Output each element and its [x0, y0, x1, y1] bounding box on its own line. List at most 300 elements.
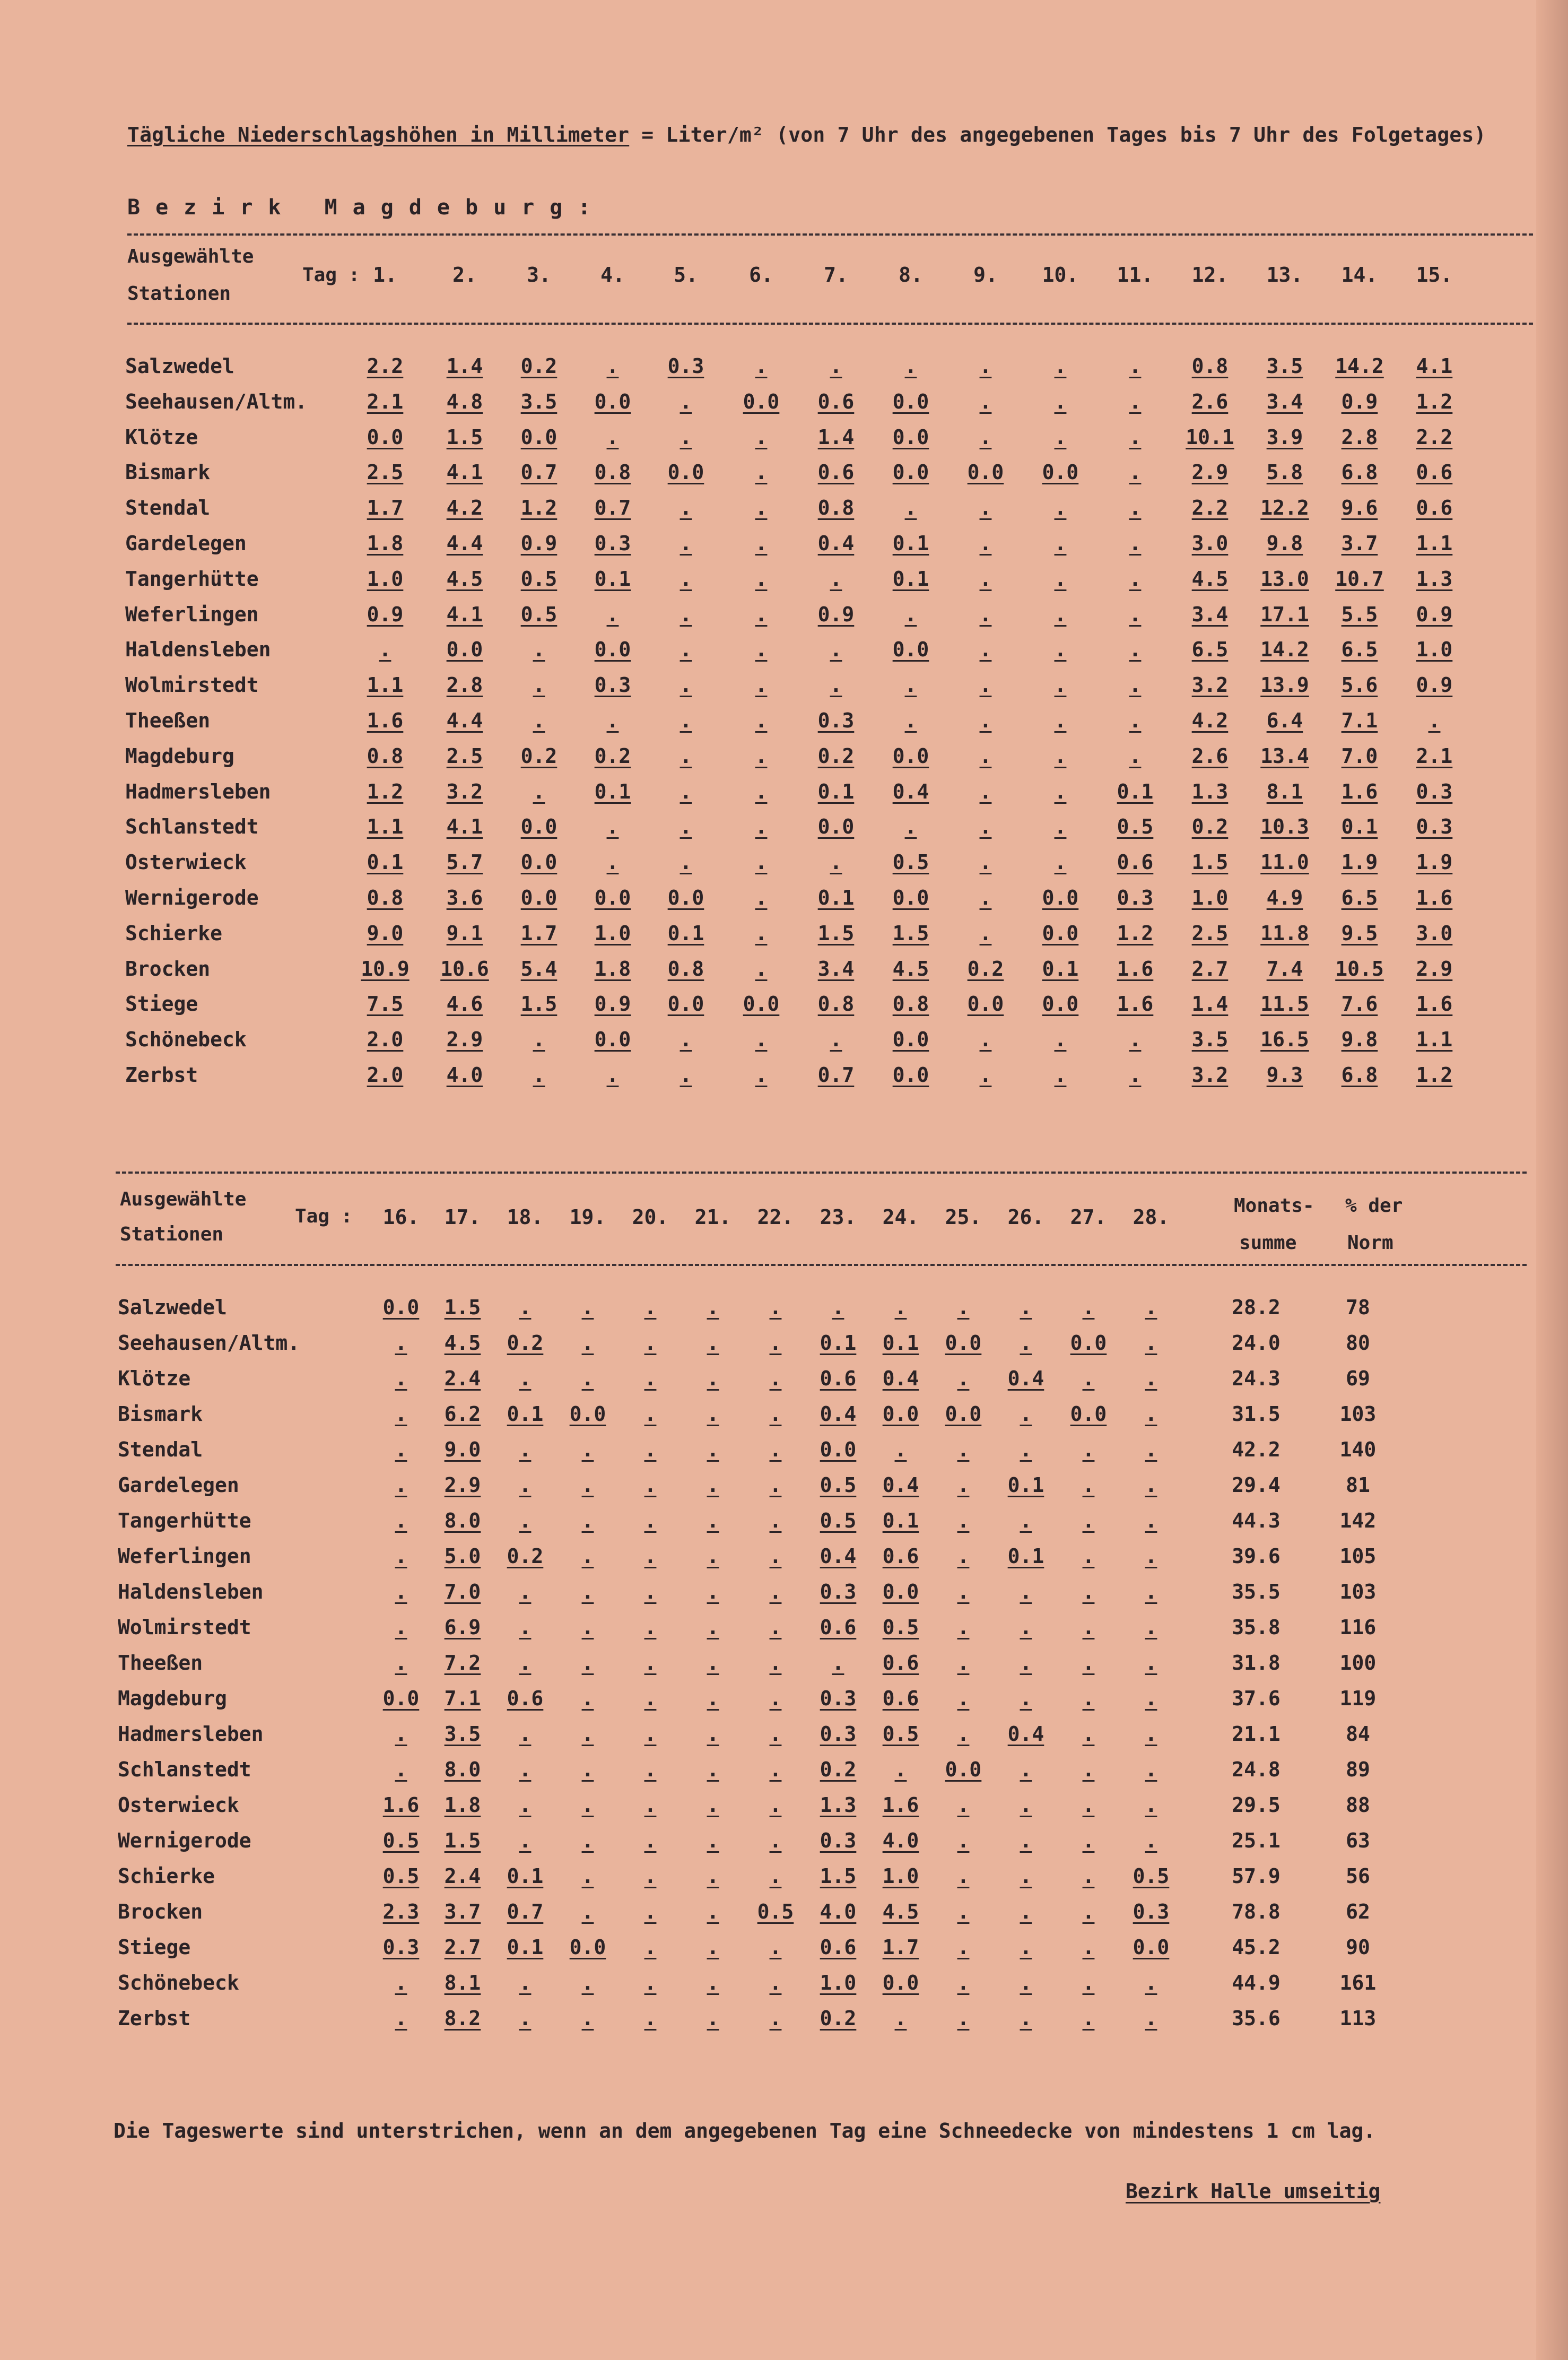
precip-cell: . [894, 2007, 907, 2030]
precip-cell: . [644, 1829, 657, 1852]
precip-cell: . [957, 1580, 970, 1603]
precip-cell: . [581, 1900, 594, 1923]
precip-cell: 0.7 [507, 1900, 544, 1923]
precip-cell: 2.8 [1341, 425, 1378, 449]
precip-cell: . [1020, 1509, 1032, 1532]
precip-cell: 3.4 [1266, 389, 1303, 413]
precip-cell: 1.0 [594, 921, 631, 945]
precip-cell: 1.3 [1416, 567, 1453, 591]
precip-cell: 0.4 [1007, 1367, 1044, 1390]
precip-cell: 3.9 [1266, 425, 1303, 449]
day-header: 11. [1117, 263, 1154, 287]
precip-cell: 0.0 [520, 815, 557, 839]
station-name: Gardelegen [118, 1473, 239, 1497]
month-sum-value: 35.5 [1232, 1580, 1280, 1603]
precip-cell: 4.0 [882, 1829, 919, 1852]
precip-cell: . [979, 744, 992, 768]
precip-cell: . [581, 1616, 594, 1639]
precip-cell: 0.0 [892, 886, 929, 909]
precip-cell: 9.3 [1266, 1063, 1303, 1087]
precip-cell: . [1054, 1028, 1067, 1052]
precip-cell: 0.1 [594, 779, 631, 803]
precip-cell: . [581, 1793, 594, 1817]
precip-cell: 0.4 [1007, 1722, 1044, 1746]
precip-cell: . [581, 1509, 594, 1532]
precip-cell: . [581, 1438, 594, 1461]
station-name: Weferlingen [118, 1545, 251, 1568]
precip-cell: 1.5 [1191, 851, 1229, 874]
precip-cell: . [1082, 1758, 1095, 1781]
precip-cell: . [769, 1936, 782, 1959]
precip-cell: . [581, 1971, 594, 1994]
precip-cell: 1.2 [1416, 389, 1453, 413]
station-name: Klötze [118, 1367, 191, 1390]
precip-cell: . [1129, 425, 1142, 449]
precip-cell: . [395, 1438, 407, 1461]
station-name: Schierke [125, 921, 223, 945]
precip-cell: . [581, 1758, 594, 1781]
precip-cell: 1.4 [817, 425, 855, 449]
precip-cell: 0.5 [757, 1900, 794, 1923]
precip-cell: . [957, 1722, 970, 1746]
month-sum-value: 44.9 [1232, 1971, 1280, 1994]
precip-cell: . [1129, 461, 1142, 484]
precip-cell: 9.1 [446, 921, 483, 945]
precip-cell: 1.8 [444, 1793, 481, 1817]
precip-cell: . [769, 1331, 782, 1355]
precip-cell: 11.5 [1260, 992, 1309, 1016]
precip-cell: 8.1 [444, 1971, 481, 1994]
station-name: Wernigerode [118, 1829, 251, 1852]
precip-cell: 6.9 [444, 1616, 481, 1639]
precip-cell: 5.7 [446, 851, 483, 874]
precip-cell: . [979, 1028, 992, 1052]
precip-cell: . [395, 1580, 407, 1603]
precip-cell: 7.1 [444, 1687, 481, 1710]
precip-cell: 1.6 [367, 709, 404, 732]
precip-cell: 0.0 [892, 1028, 929, 1052]
precip-cell: . [395, 1331, 407, 1355]
precip-cell: . [519, 1509, 532, 1532]
precip-cell: 1.1 [1416, 1028, 1453, 1052]
day-header: 19. [569, 1205, 606, 1229]
month-sum-value: 35.8 [1232, 1616, 1280, 1639]
precip-cell: 3.4 [1191, 602, 1229, 626]
precip-cell: 9.6 [1341, 496, 1378, 520]
precip-cell: . [1020, 1687, 1032, 1710]
precip-cell: . [680, 496, 692, 520]
precip-cell: . [644, 1438, 657, 1461]
pct-norm-value: 161 [1339, 1971, 1377, 1994]
precip-cell: . [1054, 851, 1067, 874]
precip-cell: . [957, 1829, 970, 1852]
precip-cell: 0.4 [882, 1473, 919, 1497]
month-sum-value: 21.1 [1232, 1722, 1280, 1746]
precip-cell: . [957, 1438, 970, 1461]
precip-cell: . [519, 1971, 532, 1994]
precip-cell: 0.0 [1042, 886, 1079, 909]
day-header: 22. [757, 1205, 794, 1229]
precip-cell: . [1129, 638, 1142, 662]
precip-cell: . [644, 1509, 657, 1532]
precip-cell: 1.6 [1416, 992, 1453, 1016]
precip-cell: . [1145, 1438, 1157, 1461]
precip-cell: 0.0 [892, 1063, 929, 1087]
precip-cell: . [644, 1687, 657, 1710]
precip-cell: 6.2 [444, 1402, 481, 1426]
precip-cell: . [707, 1509, 719, 1532]
station-name: Hadmersleben [118, 1722, 264, 1746]
station-name: Tangerhütte [125, 567, 259, 591]
precip-cell: . [769, 1367, 782, 1390]
precip-cell: . [680, 389, 692, 413]
precip-cell: 0.0 [569, 1402, 606, 1426]
precip-cell: 2.9 [1416, 957, 1453, 981]
precip-cell: . [957, 1936, 970, 1959]
precip-cell: 0.9 [1416, 602, 1453, 626]
precip-cell: . [680, 815, 692, 839]
precip-cell: 0.5 [1133, 1864, 1170, 1888]
precip-cell: 4.2 [446, 496, 483, 520]
precip-cell: . [1129, 602, 1142, 626]
pct-norm-value: 80 [1346, 1331, 1370, 1355]
precip-cell: . [1082, 1829, 1095, 1852]
precip-cell: . [1020, 1971, 1032, 1994]
precip-cell: . [979, 496, 992, 520]
precip-cell: 0.0 [446, 638, 483, 662]
precip-cell: . [1020, 1402, 1032, 1426]
precip-cell: . [904, 602, 917, 626]
precip-cell: 9.8 [1341, 1028, 1378, 1052]
precip-cell: 0.0 [743, 389, 780, 413]
precip-cell: 0.1 [367, 851, 404, 874]
precip-cell: 10.1 [1186, 425, 1234, 449]
precip-cell: . [755, 532, 768, 555]
precip-cell: . [680, 638, 692, 662]
precip-cell: 2.8 [446, 673, 483, 697]
precip-cell: 2.9 [446, 1028, 483, 1052]
precip-cell: 1.9 [1341, 851, 1378, 874]
station-name: Schönebeck [125, 1028, 247, 1052]
precip-cell: 7.5 [367, 992, 404, 1016]
month-sum-header-line1: Monats- [1234, 1195, 1314, 1217]
precip-cell: 1.2 [1117, 921, 1154, 945]
precip-cell: . [1145, 1793, 1157, 1817]
precip-cell: 1.8 [367, 532, 404, 555]
precip-cell: . [680, 709, 692, 732]
precip-cell: . [395, 1402, 407, 1426]
precip-cell: . [957, 2007, 970, 2030]
page-title [127, 123, 1486, 146]
station-name: Bismark [125, 461, 211, 484]
precip-cell: 8.2 [444, 2007, 481, 2030]
month-sum-value: 44.3 [1232, 1509, 1280, 1532]
precip-cell: 0.0 [820, 1438, 857, 1461]
precip-cell: 0.0 [945, 1758, 982, 1781]
precip-cell: 1.4 [446, 354, 483, 378]
precip-cell: 0.0 [382, 1296, 420, 1319]
precip-cell: 0.0 [1133, 1936, 1170, 1959]
station-name: Schönebeck [118, 1971, 239, 1994]
precip-cell: 0.0 [882, 1971, 919, 1994]
day-header: 25. [945, 1205, 982, 1229]
precip-cell: 0.0 [892, 425, 929, 449]
precip-cell: . [904, 496, 917, 520]
precip-cell: . [1020, 1936, 1032, 1959]
pct-norm-value: 62 [1346, 1900, 1370, 1923]
precip-cell: 6.4 [1266, 709, 1303, 732]
precip-cell: 0.0 [945, 1402, 982, 1426]
precip-cell: . [957, 1651, 970, 1674]
precip-cell: 14.2 [1260, 638, 1309, 662]
month-sum-value: 31.5 [1232, 1402, 1280, 1426]
precip-cell: 0.0 [892, 638, 929, 662]
precip-cell: . [957, 1687, 970, 1710]
precip-cell: 5.8 [1266, 461, 1303, 484]
precip-cell: 0.3 [382, 1936, 420, 1959]
precip-cell: . [904, 354, 917, 378]
precip-cell: . [769, 1545, 782, 1568]
precip-cell: . [606, 1063, 619, 1087]
precip-cell: 4.1 [446, 461, 483, 484]
precip-cell: 0.0 [382, 1687, 420, 1710]
precip-cell: 0.9 [1416, 673, 1453, 697]
precip-cell: . [769, 1758, 782, 1781]
precip-cell: 0.5 [1117, 815, 1154, 839]
precip-cell: . [769, 1616, 782, 1639]
precip-cell: . [769, 1296, 782, 1319]
precip-cell: . [957, 1793, 970, 1817]
precip-cell: 4.5 [1191, 567, 1229, 591]
precip-cell: 0.5 [820, 1473, 857, 1497]
precip-cell: . [1054, 638, 1067, 662]
pct-norm-header-line2: Norm [1347, 1232, 1393, 1254]
precip-cell: 1.1 [1416, 532, 1453, 555]
precip-cell: . [395, 1616, 407, 1639]
precip-cell: . [1428, 709, 1441, 732]
station-name: Stiege [118, 1936, 191, 1959]
precip-cell: . [707, 1367, 719, 1390]
precip-cell: . [769, 1402, 782, 1426]
station-name: Brocken [125, 957, 211, 981]
precip-cell: . [755, 567, 768, 591]
precip-cell: . [979, 851, 992, 874]
pct-norm-value: 100 [1339, 1651, 1377, 1674]
precip-cell: 0.2 [507, 1545, 544, 1568]
precip-cell: 0.1 [1341, 815, 1378, 839]
precip-cell: 0.6 [817, 461, 855, 484]
precip-cell: . [830, 851, 842, 874]
precip-cell: . [957, 1509, 970, 1532]
precip-cell: 10.5 [1335, 957, 1384, 981]
day-header: 14. [1341, 263, 1378, 287]
month-sum-value: 29.4 [1232, 1473, 1280, 1497]
precip-cell: . [707, 1687, 719, 1710]
precip-cell: . [644, 1793, 657, 1817]
precip-cell: . [1082, 1509, 1095, 1532]
station-name: Wernigerode [125, 886, 259, 909]
precip-cell: 0.7 [520, 461, 557, 484]
precip-cell: . [606, 354, 619, 378]
precip-cell: . [519, 1793, 532, 1817]
precip-cell: . [680, 673, 692, 697]
precip-cell: 0.4 [817, 532, 855, 555]
precip-cell: . [644, 1864, 657, 1888]
precip-cell: . [769, 1722, 782, 1746]
precip-cell: . [979, 389, 992, 413]
precip-cell: 0.4 [892, 779, 929, 803]
precip-cell: . [707, 1296, 719, 1319]
precip-cell: . [519, 1829, 532, 1852]
precip-cell: . [395, 1722, 407, 1746]
station-name: Wolmirstedt [125, 673, 259, 697]
precip-cell: . [606, 851, 619, 874]
precip-cell: 0.1 [507, 1402, 544, 1426]
precip-cell: . [1082, 1580, 1095, 1603]
month-sum-value: 57.9 [1232, 1864, 1280, 1888]
precip-cell: 4.0 [820, 1900, 857, 1923]
divider-line [116, 1172, 1527, 1174]
pct-norm-header-line1: % der [1345, 1195, 1403, 1217]
precip-cell: . [1082, 1936, 1095, 1959]
precip-cell: . [755, 496, 768, 520]
precip-cell: 12.2 [1260, 496, 1309, 520]
precip-cell: 2.5 [367, 461, 404, 484]
precip-cell: . [1054, 1063, 1067, 1087]
precip-cell: 0.8 [367, 744, 404, 768]
precip-cell: . [1129, 1028, 1142, 1052]
station-name: Magdeburg [125, 744, 234, 768]
precip-cell: 0.0 [520, 886, 557, 909]
precip-cell: . [707, 1864, 719, 1888]
precip-cell: 1.5 [444, 1829, 481, 1852]
pct-norm-value: 113 [1339, 2007, 1377, 2030]
precip-cell: 4.4 [446, 709, 483, 732]
precip-cell: 10.3 [1260, 815, 1309, 839]
station-name: Schlanstedt [125, 815, 259, 839]
pct-norm-value: 84 [1346, 1722, 1370, 1746]
precip-cell: . [1020, 2007, 1032, 2030]
precip-cell: 4.5 [444, 1331, 481, 1355]
station-name: Osterwieck [125, 851, 247, 874]
precip-cell: 1.3 [820, 1793, 857, 1817]
precip-cell: . [979, 425, 992, 449]
precip-cell: . [979, 532, 992, 555]
precip-cell: . [644, 1473, 657, 1497]
precip-cell: . [680, 425, 692, 449]
precip-cell: . [680, 851, 692, 874]
precip-cell: . [1145, 2007, 1157, 2030]
station-name: Zerbst [118, 2007, 191, 2030]
precip-cell: . [1020, 1651, 1032, 1674]
precip-cell: . [1020, 1864, 1032, 1888]
precip-cell: . [1145, 1545, 1157, 1568]
precip-cell: . [395, 1971, 407, 1994]
precip-cell: 4.0 [446, 1063, 483, 1087]
precip-cell: 0.1 [820, 1331, 857, 1355]
precip-cell: 0.1 [892, 532, 929, 555]
precip-cell: . [1145, 1722, 1157, 1746]
page-edge-shadow [1536, 0, 1568, 2360]
precip-cell: 5.6 [1341, 673, 1378, 697]
precip-cell: . [1020, 1331, 1032, 1355]
pct-norm-value: 89 [1346, 1758, 1370, 1781]
precip-cell: 0.4 [820, 1545, 857, 1568]
precip-cell: 0.0 [367, 425, 404, 449]
precip-cell: . [1129, 673, 1142, 697]
precip-cell: . [1020, 1829, 1032, 1852]
stations-header-line2: Stationen [120, 1224, 224, 1245]
precip-cell: . [904, 709, 917, 732]
precip-cell: . [1145, 1829, 1157, 1852]
pct-norm-value: 116 [1339, 1616, 1377, 1639]
precip-cell: . [533, 1063, 545, 1087]
precip-cell: 2.5 [1191, 921, 1229, 945]
precip-cell: . [1020, 1758, 1032, 1781]
precip-cell: . [979, 709, 992, 732]
precip-cell: 1.3 [1191, 779, 1229, 803]
precip-cell: . [979, 886, 992, 909]
precip-cell: 1.5 [444, 1296, 481, 1319]
precip-cell: 1.6 [1117, 957, 1154, 981]
precip-cell: 8.0 [444, 1758, 481, 1781]
precip-cell: 11.8 [1260, 921, 1309, 945]
precip-cell: 7.4 [1266, 957, 1303, 981]
precip-cell: . [533, 638, 545, 662]
precip-cell: 6.8 [1341, 1063, 1378, 1087]
precip-cell: 0.3 [1416, 815, 1453, 839]
precip-cell: 0.1 [817, 779, 855, 803]
day-header: 18. [507, 1205, 544, 1229]
precip-cell: . [680, 602, 692, 626]
precip-cell: . [769, 1864, 782, 1888]
precip-cell: 0.5 [382, 1864, 420, 1888]
precip-cell: . [1129, 567, 1142, 591]
month-sum-value: 25.1 [1232, 1829, 1280, 1852]
precip-cell: . [769, 1829, 782, 1852]
precip-cell: . [581, 2007, 594, 2030]
precip-cell: . [830, 1028, 842, 1052]
precip-cell: 2.1 [367, 389, 404, 413]
precip-cell: . [832, 1296, 844, 1319]
precip-cell: 0.8 [667, 957, 704, 981]
stations-header-line2: Stationen [127, 283, 231, 305]
precip-cell: 0.2 [967, 957, 1004, 981]
precip-cell: . [519, 1616, 532, 1639]
precip-cell: . [644, 1331, 657, 1355]
precip-cell: . [707, 1758, 719, 1781]
precip-cell: 0.0 [892, 744, 929, 768]
precip-cell: 8.1 [1266, 779, 1303, 803]
precip-cell: . [644, 1722, 657, 1746]
precip-cell: . [755, 461, 768, 484]
precip-cell: . [769, 1438, 782, 1461]
precip-cell: 2.3 [382, 1900, 420, 1923]
precip-cell: . [680, 779, 692, 803]
precip-cell: . [644, 1971, 657, 1994]
precip-cell: . [894, 1296, 907, 1319]
month-sum-value: 35.6 [1232, 2007, 1280, 2030]
precip-cell: . [979, 1063, 992, 1087]
precip-cell: . [830, 673, 842, 697]
precip-cell: . [1145, 1296, 1157, 1319]
station-name: Bismark [118, 1402, 203, 1426]
station-name: Wolmirstedt [118, 1616, 251, 1639]
precip-cell: . [1054, 389, 1067, 413]
precip-cell: 9.8 [1266, 532, 1303, 555]
precip-cell: 9.5 [1341, 921, 1378, 945]
precip-cell: . [581, 1651, 594, 1674]
